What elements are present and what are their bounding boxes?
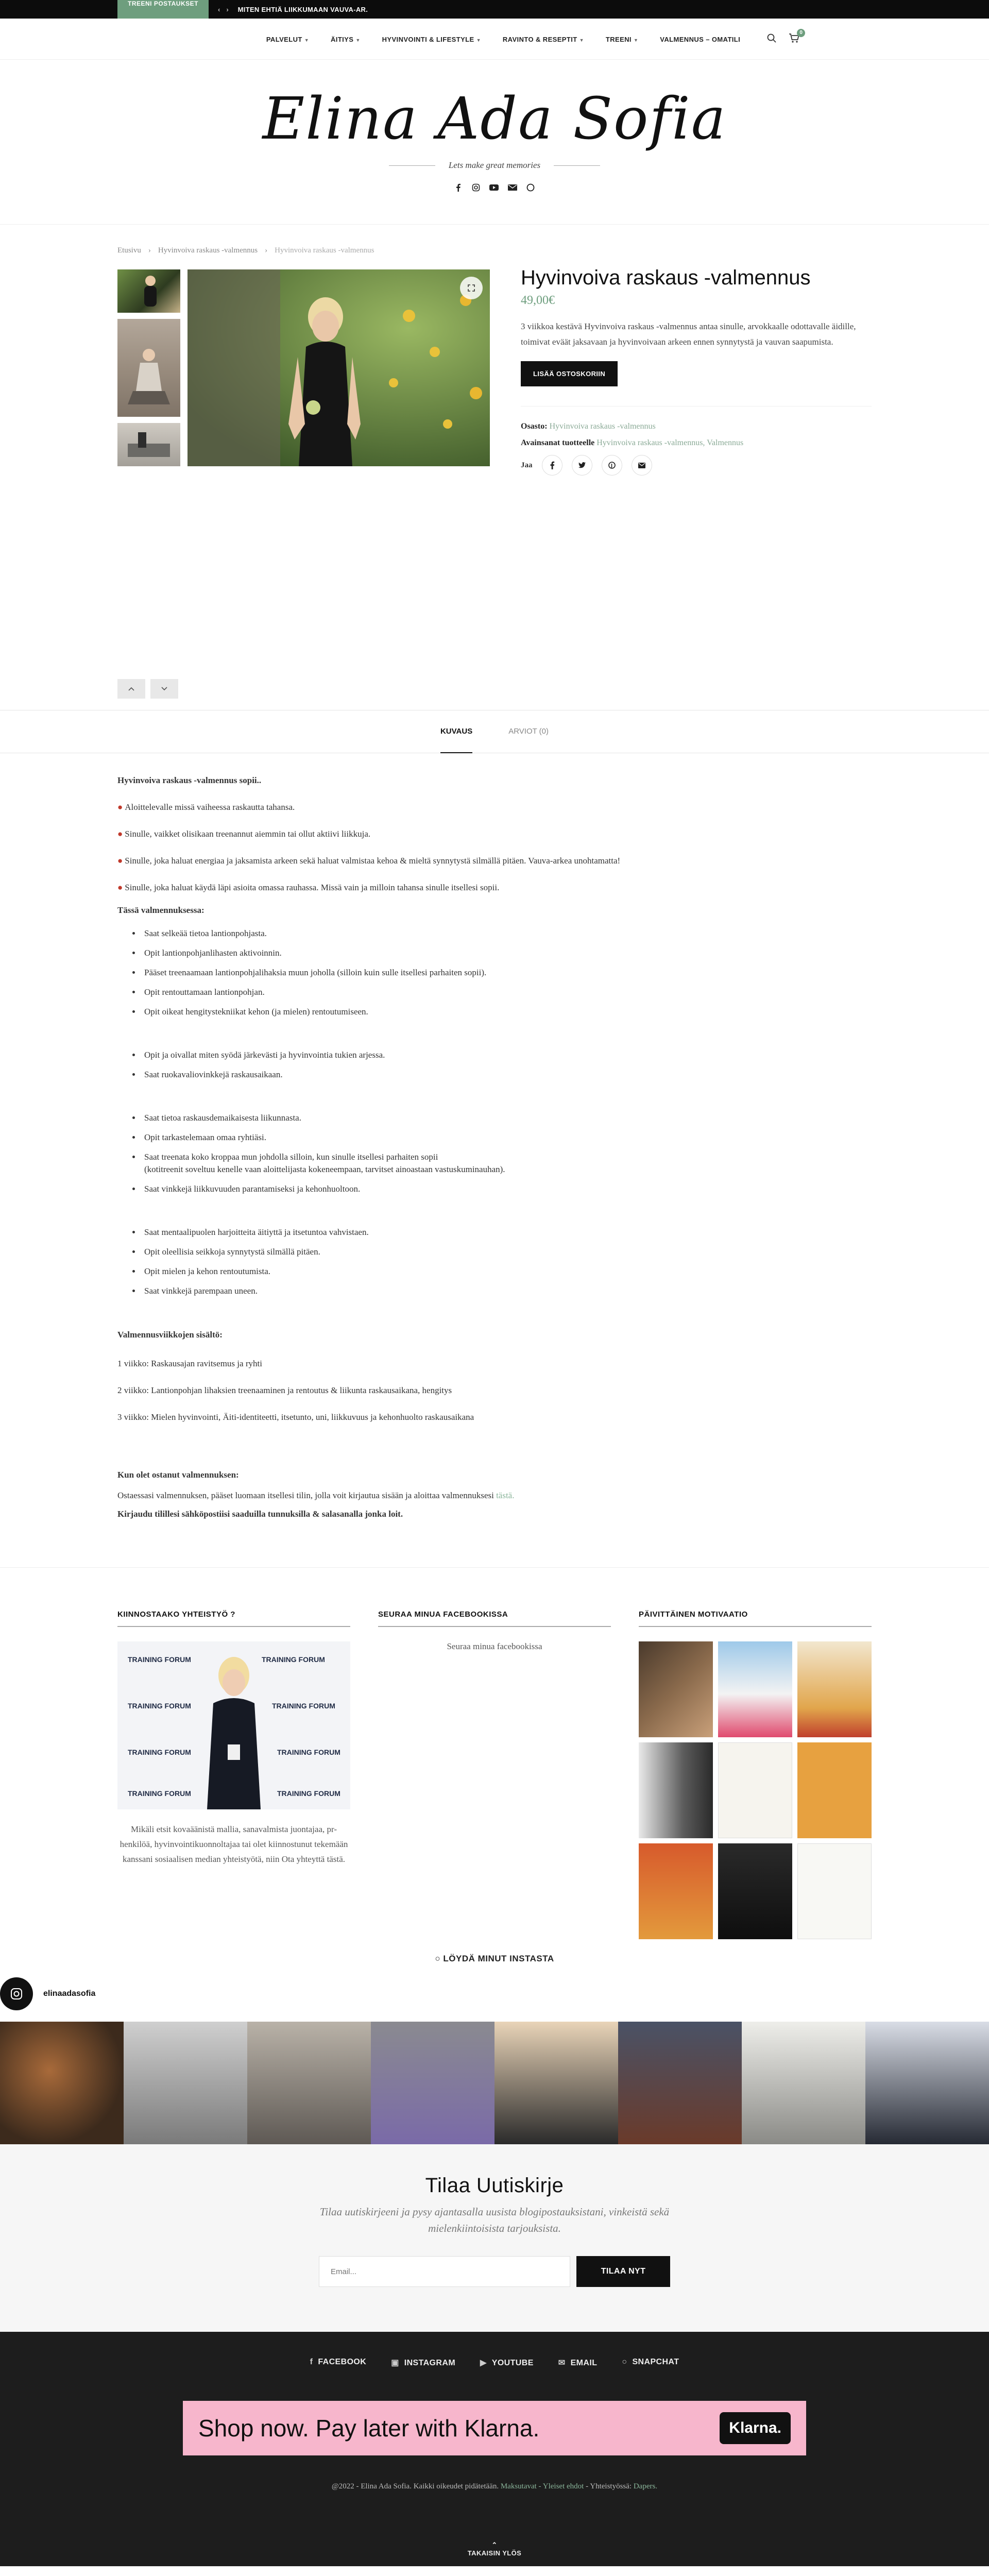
snapchat-icon[interactable] xyxy=(526,183,535,194)
facebook-icon: f xyxy=(310,2358,313,2366)
week-item: 1 viikko: Raskausajan ravitsemus ja ryhti xyxy=(117,1359,262,1368)
add-to-cart-button[interactable]: LISÄÄ OSTOSKORIIN xyxy=(521,361,618,386)
instagram-icon: ▣ xyxy=(391,2359,399,2367)
breadcrumb-current: Hyvinvoiva raskaus -valmennus xyxy=(275,246,374,255)
list-item: • Opit oikeat hengitystekniikat kehon (ja mielen) rentoutumiseen. xyxy=(141,1006,872,1018)
motivation-image[interactable] xyxy=(797,1742,872,1838)
footer-social xyxy=(0,2332,989,2368)
motivation-image[interactable] xyxy=(639,1742,713,1838)
tag-links[interactable]: Hyvinvoiva raskaus -valmennus, Valmennus xyxy=(596,438,744,447)
svg-text:TRAINING FORUM: TRAINING FORUM xyxy=(128,1702,191,1710)
svg-text:TRAINING FORUM: TRAINING FORUM xyxy=(262,1655,325,1664)
product-category: Osasto: Hyvinvoiva raskaus -valmennus xyxy=(521,422,656,431)
chevron-up-icon[interactable] xyxy=(117,679,145,699)
week-item: 3 viikko: Mielen hyvinvointi, Äiti-identiteetti, itsetunto, uni, liikkuvuus ja kehonhuolto raskausaikana xyxy=(117,1412,474,1422)
product-info xyxy=(521,266,872,707)
strawberry-icon: ● xyxy=(117,883,123,892)
footer-youtube-link[interactable]: ▶ YOUTUBE xyxy=(480,2359,534,2367)
about-image[interactable] xyxy=(117,1641,350,1809)
strawberry-icon: ● xyxy=(117,856,123,866)
instagram-section xyxy=(0,1954,989,2144)
list-item: • Opit tarkastelemaan omaa ryhtiäsi. xyxy=(141,1131,872,1144)
about-text: Mikäli etsit kovaäänistä mallia, sanavalmista juontajaa, pr-henkilöä, hyvinvointikuonnoltajaa tai olet kiinnostunut tekemään kanssani sosiaalisen median yhteistyötä, niin Ota yhteyttä tästä. xyxy=(120,1824,348,1864)
newsletter-form xyxy=(0,2256,989,2287)
thumbnail-2[interactable] xyxy=(117,319,180,417)
login-link[interactable]: tästä. xyxy=(496,1490,515,1500)
instagram-avatar[interactable] xyxy=(0,1977,33,2010)
list-ravinto xyxy=(141,927,872,1018)
breadcrumb-category[interactable]: Hyvinvoiva raskaus -valmennus xyxy=(158,246,258,255)
chevron-down-icon: ▼ xyxy=(355,37,361,43)
weeks-heading: Valmennusviikkojen sisältö: xyxy=(117,1330,223,1340)
footer-email-link[interactable]: ✉ EMAIL xyxy=(558,2359,598,2367)
share-facebook-icon[interactable] xyxy=(542,455,562,476)
divider xyxy=(389,165,435,166)
facebook-icon[interactable] xyxy=(454,183,463,194)
svg-text:TRAINING FORUM: TRAINING FORUM xyxy=(277,1748,340,1756)
chevron-down-icon: ▼ xyxy=(579,37,584,43)
instagram-username[interactable]: elinaadasofia xyxy=(43,1989,96,1998)
in-coaching-heading: Tässä valmennuksessa: xyxy=(117,905,204,915)
list-item: • Opit rentouttamaan lantionpohjan. xyxy=(141,986,872,998)
instagram-post[interactable] xyxy=(742,2022,865,2144)
terms-links[interactable]: Maksutavat - Yleiset ehdot xyxy=(500,2482,584,2490)
fit-item: ● Sinulle, joka haluat energiaa ja jaksamista arkeen sekä haluat valmistaa kehoa & mieltä synnytystä silmällä pitäen. Vauva-arkea unohtamatta! xyxy=(117,856,621,866)
header-social xyxy=(0,183,989,194)
widget-about xyxy=(117,1610,350,1939)
motivation-image[interactable] xyxy=(718,1742,792,1838)
instagram-post[interactable] xyxy=(371,2022,494,2144)
motivation-grid xyxy=(639,1641,872,1939)
list-item: • Saat vinkkejä parempaan uneen. xyxy=(141,1285,872,1297)
bought-heading: Kun olet ostanut valmennuksen: xyxy=(117,1470,239,1480)
widget-motivation xyxy=(639,1610,872,1939)
list-mentaali xyxy=(141,1226,872,1297)
list-item: • Opit mielen ja kehon rentoutumista. xyxy=(141,1265,872,1278)
list-item: • Opit oleellisia seikkoja synnytystä silmällä pitäen. xyxy=(141,1246,872,1258)
fit-item: ● Sinulle, joka haluat käydä läpi asioita omassa rauhassa. Missä vain ja milloin tahansa sinulle itsellesi sopii. xyxy=(117,883,500,892)
chevron-down-icon: ▼ xyxy=(476,37,481,43)
motivation-image[interactable] xyxy=(639,1843,713,1939)
widget-title: KIINNOSTAAKO YHTEISTYÖ ? xyxy=(117,1610,350,1627)
strawberry-icon: ● xyxy=(117,829,123,839)
partner-link[interactable]: Dapers. xyxy=(633,2482,658,2490)
breadcrumb xyxy=(117,246,872,255)
instagram-post[interactable] xyxy=(124,2022,247,2144)
site-header xyxy=(0,60,989,225)
footer-instagram-link[interactable]: ▣ INSTAGRAM xyxy=(391,2359,456,2367)
chevron-down-icon[interactable] xyxy=(150,679,178,699)
news-ticker-link[interactable]: MITEN EHTIÄ LIIKKUMAAN VAUVA-AR. xyxy=(237,5,368,13)
klarna-text: Shop now. Pay later with Klarna. xyxy=(198,2415,540,2442)
week-item: 2 viikko: Lantionpohjan lihaksien treenaaminen ja rentoutus & liikunta raskausaikana, hengitys xyxy=(117,1385,452,1395)
instagram-heading: ○ LÖYDÄ MINUT INSTASTA xyxy=(435,1954,554,1963)
next-news-icon[interactable]: › xyxy=(226,5,229,13)
email-input[interactable] xyxy=(319,2256,570,2287)
klarna-banner[interactable] xyxy=(183,2401,806,2455)
share-row xyxy=(521,455,872,476)
youtube-icon[interactable] xyxy=(489,183,499,194)
back-to-top-button[interactable]: ⌃ TAKAISIN YLÖS xyxy=(467,2541,522,2557)
share-email-icon[interactable] xyxy=(632,455,652,476)
share-twitter-icon[interactable] xyxy=(572,455,592,476)
list-item: • Saat mentaalipuolen harjoitteita äitiyttä ja itsetuntoa vahvistaen. xyxy=(141,1226,872,1239)
instagram-post[interactable] xyxy=(494,2022,618,2144)
motivation-image[interactable] xyxy=(718,1843,792,1939)
breadcrumb-home[interactable]: Etusivu xyxy=(117,246,141,255)
email-icon: ✉ xyxy=(558,2359,566,2367)
newsletter-title: Tilaa Uutiskirje xyxy=(425,2174,564,2197)
list-item: • Saat treenata koko kroppaa mun johdolla silloin, kun sinulle itsellesi parhaiten sopii (kotitreenit soveltuu kenelle vaan aloittelijasta kokeneempaan, tarvitset ainoastaan vastuskuminauhan). xyxy=(141,1151,872,1176)
bought-text: Ostaessasi valmennuksen, pääset luomaan itsellesi tilin, jolla voit kirjautua sisään ja aloittaa valmennuksesi tästä. xyxy=(117,1490,515,1500)
nav-hyvinvointi[interactable]: HYVINVOINTI & LIFESTYLE ▼ xyxy=(382,35,481,43)
top-bar xyxy=(0,0,989,19)
svg-text:TRAINING FORUM: TRAINING FORUM xyxy=(128,1748,191,1756)
list-item: • Pääset treenaamaan lantionpohjalihaksia muun joholla (silloin kuin sulle itsellesi parhaiten sopii). xyxy=(141,967,872,979)
nav-aitiys[interactable]: ÄITIYS ▼ xyxy=(331,35,361,43)
footer-facebook-link[interactable]: f FACEBOOK xyxy=(310,2358,367,2366)
main-nav xyxy=(0,19,989,60)
klarna-logo: Klarna. xyxy=(720,2412,791,2444)
instagram-icon: ○ xyxy=(435,1954,441,1963)
nav-ravinto[interactable]: RAVINTO & RESEPTIT ▼ xyxy=(502,35,584,43)
chevron-right-icon: › xyxy=(148,246,151,255)
instagram-user[interactable] xyxy=(0,1977,989,2010)
nav-treeni[interactable]: TREENI ▼ xyxy=(605,35,639,43)
divider xyxy=(554,165,600,166)
product-main-image[interactable] xyxy=(187,269,490,466)
instagram-post[interactable] xyxy=(0,2022,124,2144)
tab-description[interactable]: KUVAUS xyxy=(440,710,472,753)
product-description xyxy=(117,753,872,1521)
product-tabs xyxy=(0,710,989,753)
tab-reviews[interactable]: ARVIOT (0) xyxy=(508,727,549,736)
facebook-follow-text[interactable]: Seuraa minua facebookissa xyxy=(447,1641,542,1651)
thumbnail-3[interactable] xyxy=(117,423,180,466)
list-item: • Saat tietoa raskausdemaikaisesta liikunnasta. xyxy=(141,1112,872,1124)
widget-title: PÄIVITTÄINEN MOTIVAATIO xyxy=(639,1610,872,1627)
product-short-description: 3 viikkoa kestävä Hyvinvoiva raskaus -valmennus antaa sinulle, arvokkaalle odottavalle äidille, toimivat eväät jaksavaan ja hyvinvoivaan arkeen ennen synnytystä ja vauvan saapumista. xyxy=(521,321,856,347)
footer-snapchat-link[interactable]: ○ SNAPCHAT xyxy=(622,2358,679,2366)
product-section xyxy=(117,266,872,707)
cart-icon[interactable] xyxy=(789,30,803,46)
search-icon[interactable] xyxy=(767,33,776,45)
trending-label: TREENI POSTAUKSET xyxy=(117,0,209,19)
list-item: • Saat selkeää tietoa lantionpohjasta. xyxy=(141,927,872,940)
svg-text:TRAINING FORUM: TRAINING FORUM xyxy=(128,1789,191,1798)
instagram-icon[interactable] xyxy=(472,183,480,194)
nav-valmennus[interactable]: VALMENNUS – OMATILI xyxy=(660,35,741,43)
footer-widgets xyxy=(0,1567,989,1964)
newsletter-section xyxy=(0,2144,989,2332)
list-item: • Saat vinkkejä liikkuvuuden parantamiseksi ja kehonhuoltoon. xyxy=(141,1183,872,1195)
category-link[interactable]: Hyvinvoiva raskaus -valmennus xyxy=(549,422,656,431)
strawberry-icon: ● xyxy=(117,802,123,812)
list-item: • Opit lantionpohjanlihasten aktivoinnin. xyxy=(141,947,872,959)
instagram-feed xyxy=(0,2022,989,2144)
list-item: • Opit ja oivallat miten syödä järkevästi ja hyvinvointia tukien arjessa. xyxy=(141,1049,872,1061)
email-icon[interactable] xyxy=(508,183,517,194)
list-liikunta xyxy=(141,1112,872,1195)
motivation-image[interactable] xyxy=(639,1641,713,1737)
product-price: 49,00€ xyxy=(521,294,555,307)
motivation-image[interactable] xyxy=(718,1641,792,1737)
product-tags: Avainsanat tuotteelle Hyvinvoiva raskaus -valmennus, Valmennus xyxy=(521,438,744,447)
motivation-image[interactable] xyxy=(797,1641,872,1737)
fit-item: ● Aloittelevalle missä vaiheessa raskautta tahansa. xyxy=(117,802,295,812)
chevron-right-icon: › xyxy=(265,246,268,255)
copyright: @2022 - Elina Ada Sofia. Kaikki oikeudet pidätetään. Maksutavat - Yleiset ehdot - Yhteistyössä: Dapers. xyxy=(331,2482,658,2490)
youtube-icon: ▶ xyxy=(480,2359,487,2367)
share-label: Jaa xyxy=(521,461,533,469)
chevron-up-icon: ⌃ xyxy=(491,2541,498,2549)
fits-heading: Hyvinvoiva raskaus -valmennus sopii.. xyxy=(117,775,262,785)
share-pinterest-icon[interactable] xyxy=(602,455,622,476)
widget-facebook xyxy=(378,1610,611,1939)
product-thumbnails xyxy=(117,269,180,707)
instagram-post[interactable] xyxy=(247,2022,371,2144)
instagram-post[interactable] xyxy=(865,2022,989,2144)
svg-text:TRAINING FORUM: TRAINING FORUM xyxy=(128,1655,191,1664)
site-slogan: Lets make great memories xyxy=(448,160,541,170)
site-footer xyxy=(0,2332,989,2566)
cart-count-badge: 0 xyxy=(797,29,805,37)
gallery-nav xyxy=(117,679,178,699)
thumbnail-1[interactable] xyxy=(117,269,180,313)
svg-text:TRAINING FORUM: TRAINING FORUM xyxy=(272,1702,335,1710)
product-title: Hyvinvoiva raskaus -valmennus xyxy=(521,266,811,289)
widget-title: SEURAA MINUA FACEBOOKISSA xyxy=(378,1610,611,1627)
list-item: • Saat ruokavaliovinkkejä raskausaikaan. xyxy=(141,1069,872,1081)
nav-palvelut[interactable]: PALVELUT ▼ xyxy=(266,35,310,43)
newsletter-subtitle: Tilaa uutiskirjeeni ja pysy ajantasalla uusista blogipostauksistani, vinkeistä sekä mielenkiintoisista tarjouksista. xyxy=(319,2206,670,2234)
snapchat-icon: ○ xyxy=(622,2358,627,2366)
zoom-icon[interactable] xyxy=(460,277,483,299)
fit-item: ● Sinulle, vaikket olisikaan treenannut aiemmin tai ollut aktiivi liikkuja. xyxy=(117,829,371,839)
svg-text:TRAINING FORUM: TRAINING FORUM xyxy=(277,1789,340,1798)
chevron-down-icon: ▼ xyxy=(304,37,310,43)
instagram-post[interactable] xyxy=(618,2022,742,2144)
list-ruoka xyxy=(141,1049,872,1081)
chevron-down-icon: ▼ xyxy=(633,37,639,43)
motivation-image[interactable] xyxy=(797,1843,872,1939)
prev-news-icon[interactable]: ‹ xyxy=(217,5,220,13)
login-note: Kirjaudu tilillesi sähköpostiisi saaduilla tunnuksilla & salasanalla jonka loit. xyxy=(117,1509,403,1519)
site-logo[interactable]: Elina Ada Sofia xyxy=(262,86,727,152)
subscribe-button[interactable]: TILAA NYT xyxy=(576,2256,670,2287)
